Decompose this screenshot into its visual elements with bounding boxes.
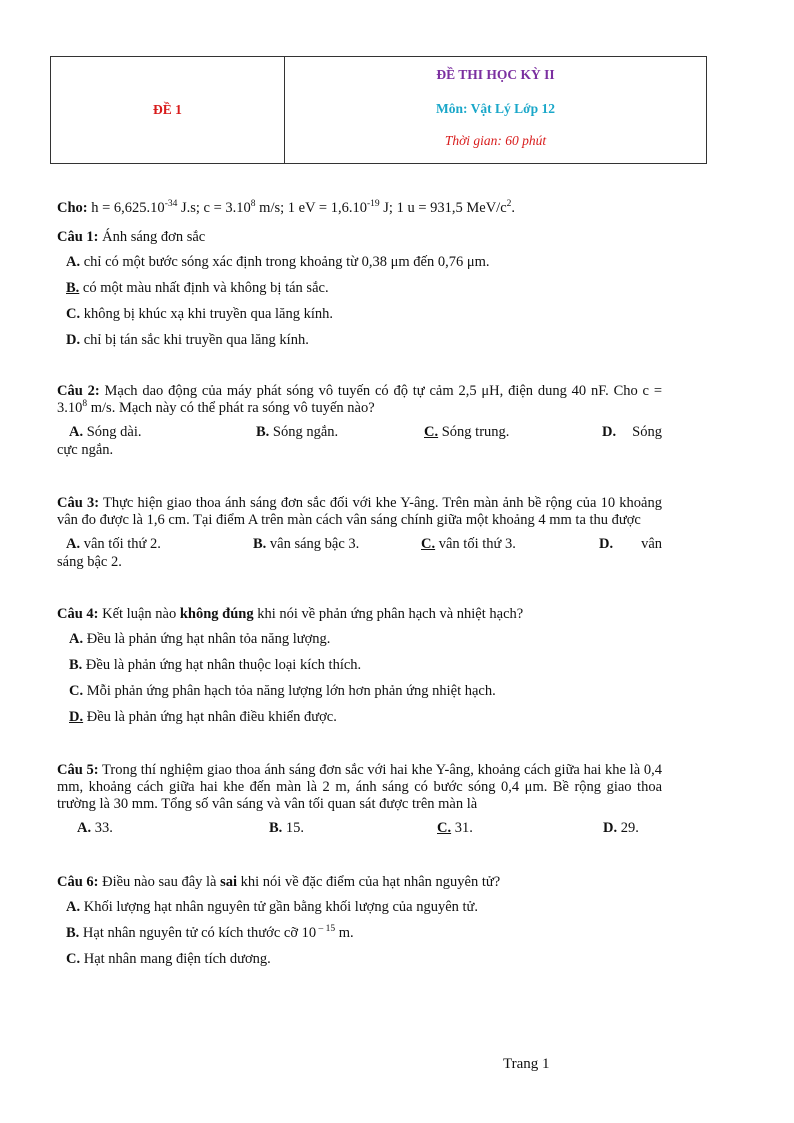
- question-2-option-d-wrap: cực ngắn.: [57, 442, 114, 458]
- question-1-option-c: C. không bị khúc xạ khi truyền qua lăng kính.: [66, 306, 334, 322]
- question-5-options: [57, 818, 662, 838]
- exam-code-cell: [51, 57, 285, 163]
- question-4-option-a: A. Đều là phản ứng hạt nhân tỏa năng lượng.: [69, 631, 331, 647]
- question-5-option-d: D. 29.: [603, 820, 639, 836]
- exam-info-cell: [285, 57, 706, 163]
- question-2-options: [57, 422, 662, 442]
- question-2-option-a: A. Sóng dài.: [69, 424, 142, 440]
- question-2-option-c: C. Sóng trung.: [424, 424, 510, 440]
- exam-content: [57, 198, 662, 972]
- question-1-stem: Câu 1: Ánh sáng đơn sắc: [57, 229, 206, 245]
- question-3-option-a: A. vân tối thứ 2.: [66, 536, 161, 552]
- question-5-option-a: A. 33.: [77, 820, 113, 836]
- question-3: [57, 495, 662, 571]
- exam-header-table: [50, 56, 707, 164]
- question-4-stem: Câu 4: Kết luận nào không đúng khi nói về phản ứng phân hạch và nhiệt hạch?: [57, 606, 524, 622]
- constant-ev: m/s; 1 eV = 1,6.10: [255, 200, 367, 216]
- constant-u: J; 1 u = 931,5 MeV/c: [379, 200, 507, 216]
- constant-ev-exp: -19: [366, 199, 380, 210]
- question-4-option-c: C. Mỗi phản ứng phân hạch tỏa năng lượng lớn hơn phản ứng nhiệt hạch.: [69, 683, 496, 699]
- exam-time: Thời gian: 60 phút: [444, 133, 547, 148]
- question-1-option-a: A. chỉ có một bước sóng xác định trong khoảng từ 0,38 μm đến 0,76 μm.: [66, 254, 490, 270]
- question-6-stem: Câu 6: Điều nào sau đây là sai khi nói về đặc điểm của hạt nhân nguyên tử?: [57, 874, 501, 890]
- question-3-option-d: D. vân: [599, 536, 662, 552]
- question-3-option-b: B. vân sáng bậc 3.: [253, 536, 360, 552]
- question-5-option-b: B. 15.: [269, 820, 305, 836]
- question-2-option-d: D. Sóng: [602, 424, 662, 440]
- exam-title: ĐỀ THI HỌC KỲ II: [436, 67, 555, 82]
- question-6-option-c: C. Hạt nhân mang điện tích dương.: [66, 951, 271, 967]
- question-1-option-b: B. có một màu nhất định và không bị tán sắc.: [66, 280, 329, 296]
- question-3-option-d-wrap: sáng bậc 2.: [57, 554, 122, 570]
- question-2-stem: Câu 2: Mạch dao động của máy phát sóng vô tuyến có độ tự cảm 2,5 μH, điện dung 40 nF. Cho $c = 3.10^8$ m/s. Mạch này có thể phát ra sóng vô tuyến nào?: [57, 383, 662, 416]
- question-4: [57, 604, 662, 730]
- constant-h-exp: -34: [164, 199, 178, 210]
- given-constants: Cho: $h = 6,625.10^{-34}$ J.s; $c = 3.10^8$ m/s; 1 eV = $1,6.10^{-19}$ J; 1 u = 931,5 MeV/$c^2$.: [57, 199, 516, 216]
- question-2-option-b: B. Sóng ngắn.: [256, 424, 339, 440]
- constants-label: Cho:: [57, 200, 88, 216]
- exam-subject: Môn: Vật Lý Lớp 12: [436, 101, 555, 116]
- question-5: [57, 762, 662, 838]
- page-number: Trang 1: [503, 1056, 550, 1072]
- question-5-option-c: C. 31.: [437, 820, 473, 836]
- constant-c-exp: 8: [250, 199, 256, 210]
- constant-u-exp: 2: [506, 199, 512, 210]
- question-4-option-b: B. Đều là phản ứng hạt nhân thuộc loại kích thích.: [69, 657, 362, 673]
- question-6-option-b: B. Hạt nhân nguyên tử có kích thước cỡ 10 $^{- 15}$ m.: [66, 924, 354, 941]
- question-5-stem: Câu 5: Trong thí nghiệm giao thoa ánh sáng đơn sắc với hai khe Y-âng, khoảng cách giữa hai khe là 0,4 mm, khoảng cách giữa hai khe đến màn là 2 m, ánh sáng có bước sóng 0,4 μm. Bề rộng giao thoa trường là 30 mm. Tổng số vân sáng và vân tối quan sát được trên màn là: [57, 762, 662, 812]
- question-3-option-c: C. vân tối thứ 3.: [421, 536, 516, 552]
- question-3-stem: Câu 3: Thực hiện giao thoa ánh sáng đơn sắc đối với khe Y-âng. Trên màn ảnh bề rộng của 10 khoảng vân đo được là 1,6 cm. Tại điểm A trên màn cách vân sáng chính giữa một khoảng 4 mm ta thu được: [57, 495, 662, 528]
- constant-h: h = 6,625.10: [87, 200, 165, 216]
- constant-c: J.s; c = 3.10: [177, 200, 251, 216]
- question-6-option-a: A. Khối lượng hạt nhân nguyên tử gần bằng khối lượng của nguyên tử.: [66, 899, 479, 915]
- exam-code: ĐỀ 1: [153, 102, 182, 117]
- question-4-option-d: D. Đều là phản ứng hạt nhân điều khiển được.: [69, 709, 337, 725]
- question-6: [57, 872, 662, 972]
- question-2: [57, 383, 662, 459]
- question-1: [57, 227, 662, 353]
- question-1-option-d: D. chỉ bị tán sắc khi truyền qua lăng kính.: [66, 332, 309, 348]
- question-3-options: [57, 534, 662, 554]
